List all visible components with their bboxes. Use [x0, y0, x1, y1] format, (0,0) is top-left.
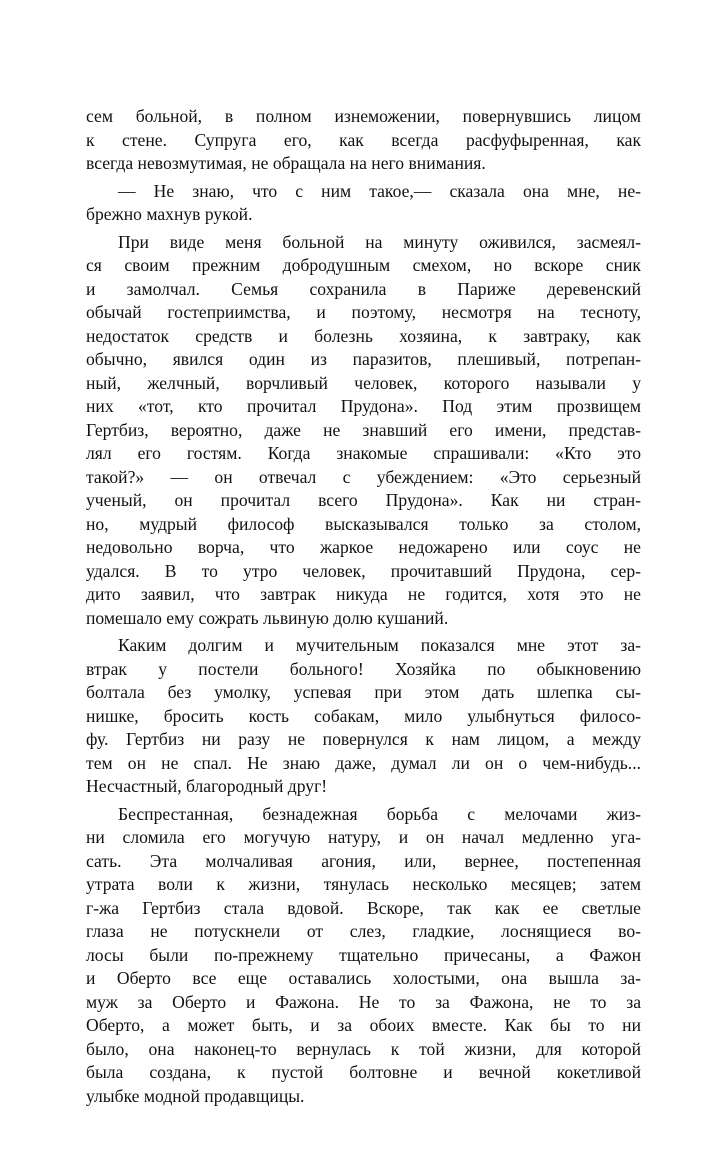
text-line: Каким долгим и мучительным показался мне этот за- [118, 635, 641, 655]
text-line: муж за Оберто и Фажона. Не то за Фажона, не то за [86, 991, 641, 1012]
text-line: обычно, явился один из паразитов, плешивый, потрепан- [86, 349, 641, 369]
text-line: сать. Эта молчаливая агония, или, вернее, постепенная [86, 850, 641, 871]
text-line: к стене. Супруга его, как всегда расфуфыренная, как [86, 129, 641, 150]
text-line: Гертбиз, вероятно, даже не знавший его имени, представ- [86, 419, 641, 440]
text-line: болтала без умолку, успевая при этом дать шлепка сы- [86, 682, 641, 702]
paragraph-p1 [86, 105, 641, 176]
text-line: ученый, он прочитал всего Прудона». Как ни стран- [86, 490, 641, 510]
paragraph-p3 [86, 231, 641, 631]
text-line: — Не знаю, что с ним такое,— сказала она мне, не- [118, 180, 641, 201]
text-line: и замолчал. Семья сохранила в Париже деревенский [86, 278, 641, 299]
text-line: При виде меня больной на минуту оживился, засмеял- [118, 231, 641, 252]
text-line: брежно махнув рукой. [86, 204, 253, 224]
text-line: сем больной, в полном изнеможении, повернувшись лицом [86, 106, 641, 126]
text-line: Беспрестанная, безнадежная борьба с мелочами жиз- [118, 803, 641, 824]
text-line: недостаток средств и болезнь хозяина, к завтраку, как [86, 325, 641, 346]
paragraph-p5 [86, 803, 641, 1109]
text-line: недовольно ворча, что жаркое недожарено или соус не [86, 537, 641, 557]
text-line: ни сломила его могучую натуру, и он начал медленно уга- [86, 827, 641, 847]
text-line: лосы были по-прежнему тщательно причесаны, а Фажон [86, 944, 641, 965]
text-line: но, мудрый философ высказывался только за столом, [86, 513, 641, 534]
text-line: обычай гостеприимства, и поэтому, несмотря на тесноту, [86, 302, 641, 322]
text-line: лял его гостям. Когда знакомые спрашивали: «Кто это [86, 443, 641, 463]
text-line: нишке, бросить кость собакам, мило улыбнуться филосо- [86, 705, 641, 726]
text-line: была создана, к пустой болтовне и вечной кокетливой [86, 1062, 641, 1082]
text-line: глаза не потускнели от слез, гладкие, лоснящиеся во- [86, 921, 641, 941]
text-line: и Оберто все еще оставались холостыми, она вышла за- [86, 968, 641, 988]
text-line: них «тот, кто прочитал Прудона». Под этим прозвищем [86, 396, 641, 416]
text-line: было, она наконец-то вернулась к той жизни, для которой [86, 1038, 641, 1059]
text-line: удался. В то утро человек, прочитавший Прудона, сер- [86, 560, 641, 581]
paragraph-p2 [86, 180, 641, 227]
text-line: помешало ему сожрать львиную долю кушаний. [86, 607, 449, 628]
text-line: ся своим прежним добродушным смехом, но вскоре сник [86, 255, 641, 275]
text-line: всегда невозмутимая, не обращала на него внимания. [86, 153, 486, 173]
text-line: Несчастный, благородный друг! [86, 776, 328, 796]
text-line: тем он не спал. Не знаю даже, думал ли он о чем-нибудь... [86, 752, 641, 773]
text-line: втрак у постели больного! Хозяйка по обыкновению [86, 658, 641, 679]
text-line: фу. Гертбиз ни разу не повернулся к нам лицом, а между [86, 729, 641, 749]
text-line: г-жа Гертбиз стала вдовой. Вскоре, так как ее светлые [86, 897, 641, 918]
text-line: дито заявил, что завтрак никуда не годится, хотя это не [86, 584, 641, 604]
text-line: ный, желчный, ворчливый человек, которого называли у [86, 372, 641, 393]
text-block [86, 105, 641, 1108]
text-line: Оберто, а может быть, и за обоих вместе. Как бы то ни [86, 1015, 641, 1035]
text-line: такой?» — он отвечал с убеждением: «Это серьезный [86, 466, 641, 487]
text-line: улыбке модной продавщицы. [86, 1085, 305, 1106]
paragraph-p4 [86, 634, 641, 799]
text-line: утрата воли к жизни, тянулась несколько месяцев; затем [86, 874, 641, 894]
